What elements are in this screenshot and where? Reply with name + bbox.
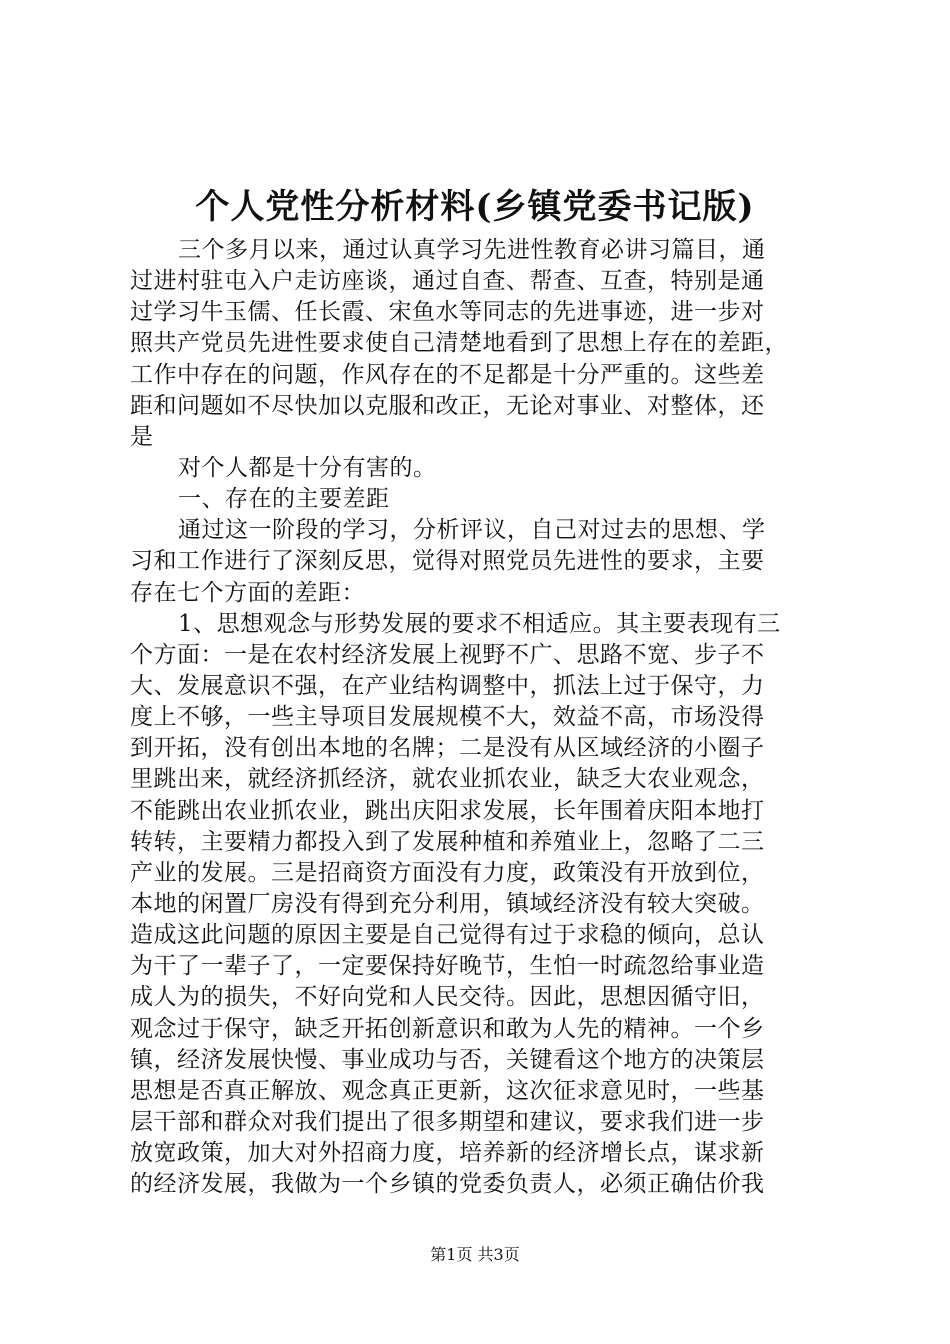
text-line: 习和工作进行了深刻反思，觉得对照党员先进性的要求，主要 (130, 548, 765, 575)
text-line: 放宽政策，加大对外招商力度，培养新的经济增长点，谋求新 (130, 1140, 765, 1167)
text-line: 观念过于保守，缺乏开拓创新意识和敢为人先的精神。一个乡 (130, 1015, 765, 1042)
text-line: 过进村驻屯入户走访座谈，通过自查、帮查、互查，特别是通 (130, 268, 765, 295)
text-line: 成人为的损失，不好向党和人民交待。因此，思想因循守旧， (130, 984, 765, 1011)
page-number: 第1页 共3页 (430, 1245, 520, 1264)
text-line: 1、思想观念与形势发展的要求不相适应。其主要表现有三 (178, 610, 781, 637)
text-line: 工作中存在的问题，作风存在的不足都是十分严重的。这些差 (130, 361, 765, 388)
text-line: 是 (130, 423, 154, 450)
text-line: 度上不够，一些主导项目发展规模不大，效益不高，市场没得 (130, 704, 765, 731)
text-line: 照共产党员先进性要求使自己清楚地看到了思想上存在的差距， (130, 330, 788, 357)
text-line: 距和问题如不尽快加以克服和改正，无论对事业、对整体，还 (130, 392, 765, 419)
text-line: 层干部和群众对我们提出了很多期望和建议，要求我们进一步 (130, 1108, 765, 1135)
text-line: 的经济发展，我做为一个乡镇的党委负责人，必须正确估价我 (130, 1171, 765, 1198)
text-line: 大、发展意识不强，在产业结构调整中，抓法上过于保守，力 (130, 672, 765, 699)
section-heading: 一、存在的主要差距 (178, 486, 390, 513)
text-line: 存在七个方面的差距： (130, 579, 365, 606)
text-line: 转转，主要精力都投入到了发展种植和养殖业上，忽略了二三 (130, 828, 765, 855)
text-line: 三个多月以来，通过认真学习先进性教育必讲习篇目，通 (178, 237, 766, 263)
text-line: 里跳出来，就经济抓经济，就农业抓农业，缺乏大农业观念， (130, 766, 765, 793)
document-body (130, 235, 830, 1200)
document-title: 个人党性分析材料(乡镇党委书记版) (195, 187, 755, 227)
text-line: 镇，经济发展快慢、事业成功与否，关键看这个地方的决策层 (130, 1046, 765, 1073)
text-line: 思想是否真正解放、观念真正更新，这次征求意见时，一些基 (130, 1077, 765, 1104)
text-line: 本地的闲置厂房没有得到充分利用，镇域经济没有较大突破。 (130, 890, 765, 917)
text-line: 不能跳出农业抓农业，跳出庆阳求发展，长年围着庆阳本地打 (130, 797, 765, 824)
text-line: 过学习牛玉儒、任长霞、宋鱼水等同志的先进事迹，进一步对 (130, 299, 765, 326)
text-line: 造成这此问题的原因主要是自己觉得有过于求稳的倾向，总认 (130, 922, 765, 949)
text-line: 对个人都是十分有害的。 (178, 454, 437, 481)
text-line: 为干了一辈子了，一定要保持好晚节，生怕一时疏忽给事业造 (130, 953, 765, 980)
text-line: 到开拓，没有创出本地的名牌；二是没有从区域经济的小圈子 (130, 735, 765, 762)
text-line: 产业的发展。三是招商资方面没有力度，政策没有开放到位， (130, 859, 765, 886)
text-line: 通过这一阶段的学习，分析评议，自己对过去的思想、学 (178, 517, 766, 544)
text-line: 个方面：一是在农村经济发展上视野不广、思路不宽、步子不 (130, 641, 765, 668)
